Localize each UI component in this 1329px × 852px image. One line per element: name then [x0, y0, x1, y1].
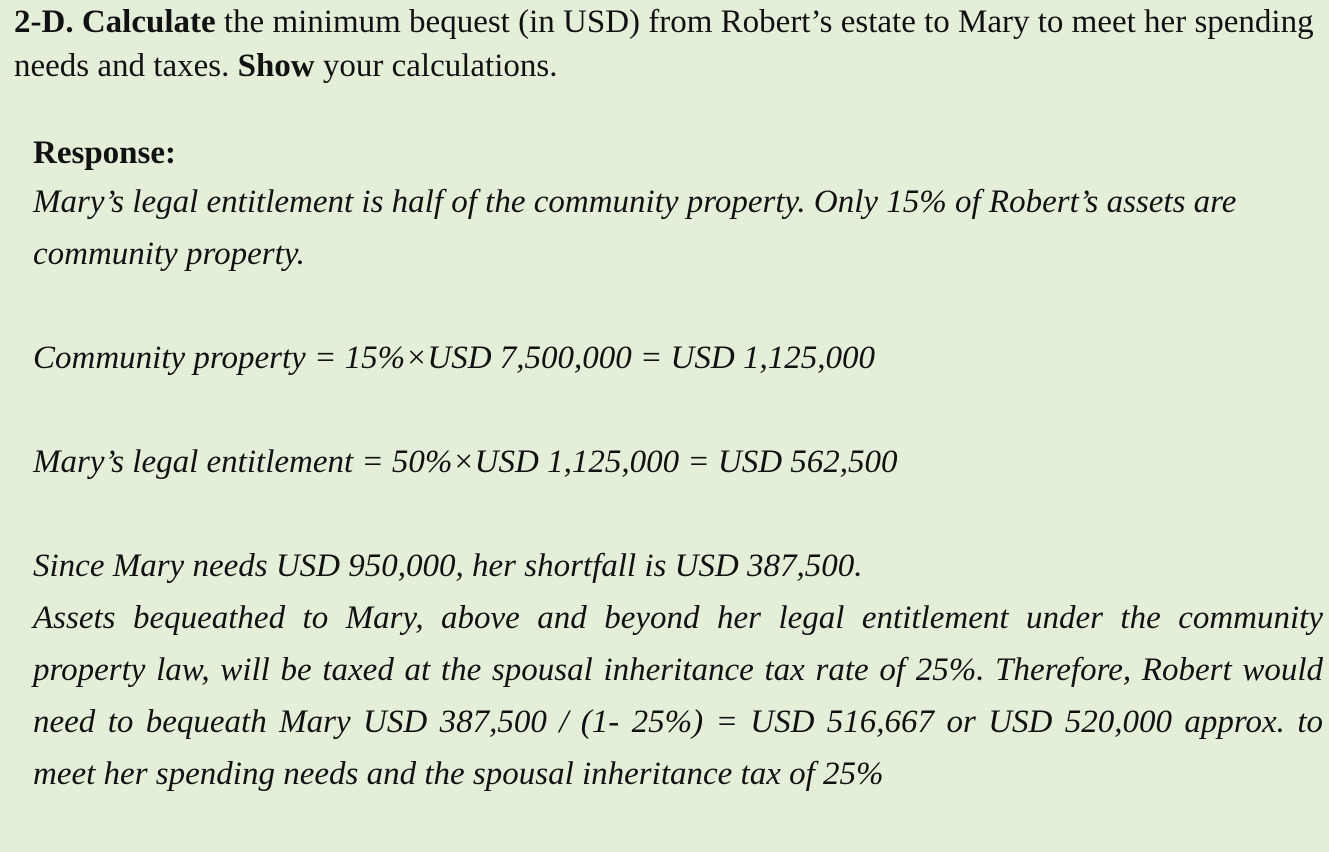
- question-body-part2: your calculations.: [314, 48, 558, 84]
- response-paragraph-shortfall: Since Mary needs USD 950,000, her shortfall is USD 387,500.: [33, 548, 863, 584]
- response-paragraph-bequest: Assets bequeathed to Mary, above and beyond her legal entitlement under the community property law, will be taxed at the spousal inheritance tax rate of 25%. Therefore, Robert would need to bequeath Mary USD 387,500 / (1- 25%) = USD 516,667 or USD 520,000 approx. to meet her spending needs and the spousal inheritance tax of 25%: [33, 600, 1323, 792]
- question-verb-show: Show: [237, 48, 315, 84]
- response-heading: Response:: [33, 135, 177, 171]
- equation-legal-entitlement: Mary’s legal entitlement = 50%×USD 1,125,000 = USD 562,500: [33, 444, 898, 480]
- question-text: [14, 0, 1314, 88]
- question-body-part1: the minimum bequest (in USD) from Robert’s estate to Mary to meet her spending needs and taxes.: [14, 4, 1314, 84]
- question-label: 2-D.: [14, 4, 74, 40]
- response-paragraph-entitlement: Mary’s legal entitlement is half of the community property. Only 15% of Robert’s assets are community property.: [33, 184, 1237, 272]
- equation-community-property: Community property = 15%×USD 7,500,000 = USD 1,125,000: [33, 340, 875, 376]
- question-verb-calculate: Calculate: [81, 4, 216, 40]
